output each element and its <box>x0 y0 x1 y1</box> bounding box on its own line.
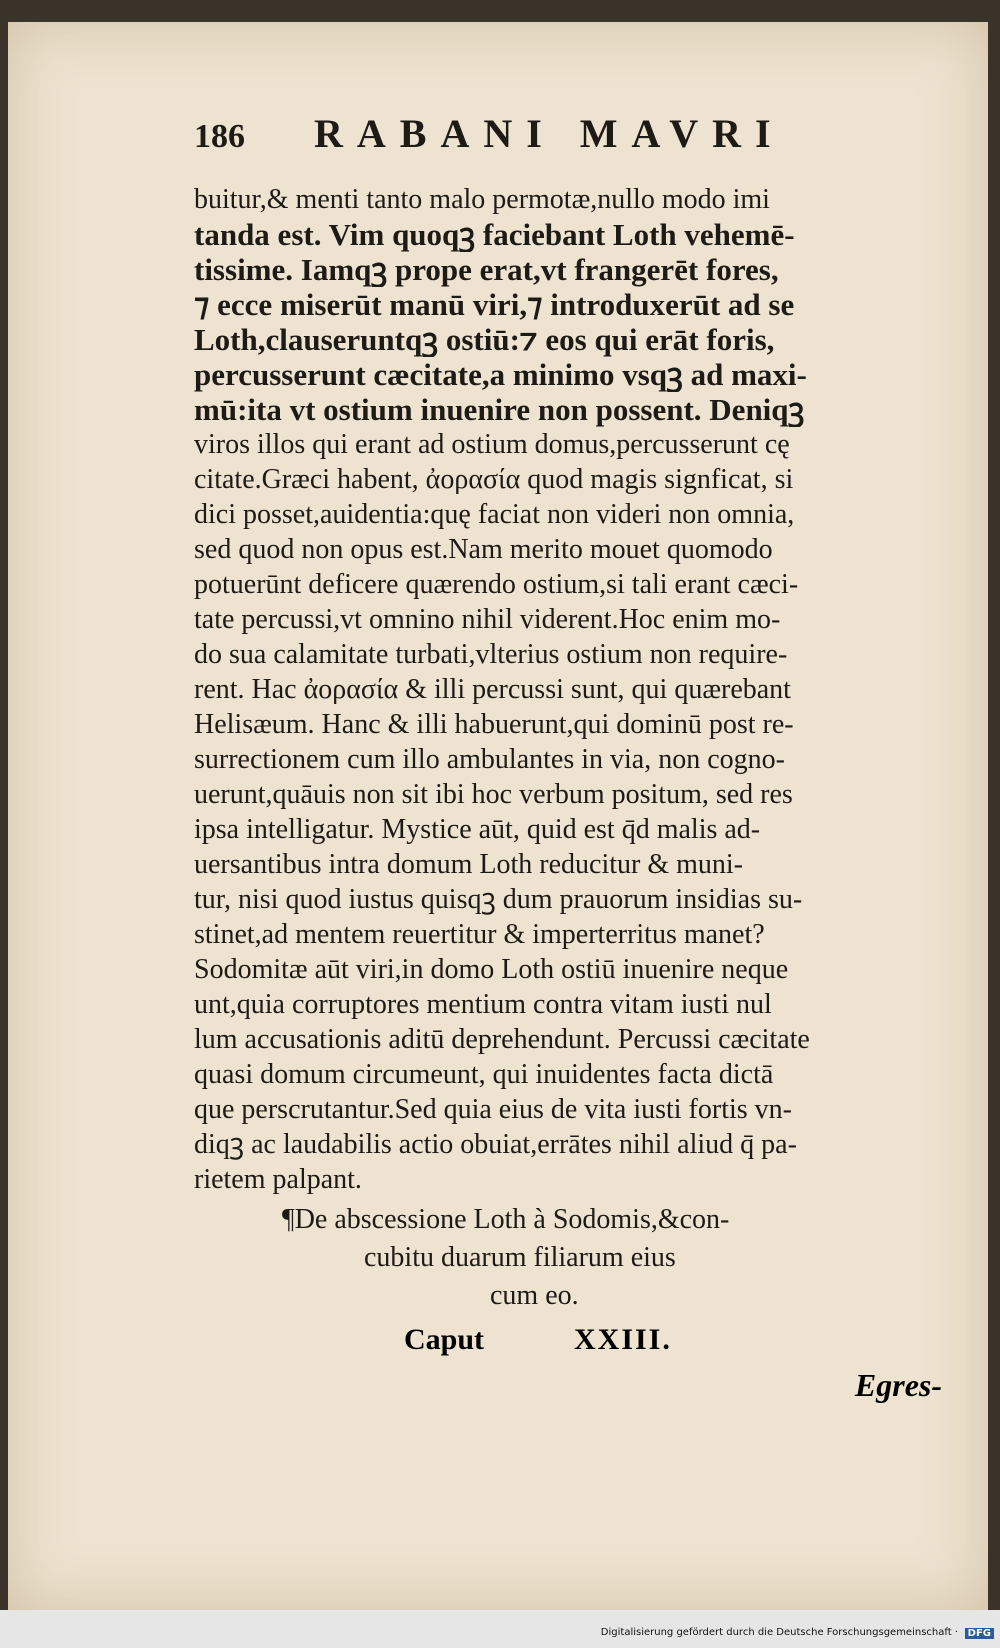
text-line: tanda est. Vim quoqꝫ faciebant Loth vehemē- <box>194 217 795 252</box>
footer-bar <box>0 1610 1000 1648</box>
text-line: Helisæum. Hanc & illi habuerunt,qui dominū post re- <box>194 709 794 740</box>
text-line: tate percussi,vt omnino nihil viderent.Hoc enim mo- <box>194 604 781 635</box>
text-line: surrectionem cum illo ambulantes in via, non cogno- <box>194 744 785 775</box>
text-line: tissime. Iamqꝫ prope erat,vt frangerēt fores, <box>194 252 779 287</box>
text-line: do sua calamitate turbati,vlterius ostium non require- <box>194 639 788 670</box>
book-page <box>8 22 988 1610</box>
text-line: mū:ita vt ostium inuenire non possent. Deniqꝫ <box>194 392 805 427</box>
text-line: quasi domum circumeunt, qui inuidentes facta dictā <box>194 1059 774 1090</box>
chapter-heading-line: cum eo. <box>490 1280 579 1311</box>
body-text <box>194 182 954 1197</box>
text-line: viros illos qui erant ad ostium domus,percusserunt cę <box>194 429 790 460</box>
text-line: percusserunt cæcitate,a minimo vsqꝫ ad maxi- <box>194 357 807 392</box>
text-line: lum accusationis aditū deprehendunt. Percussi cæcitate <box>194 1024 810 1055</box>
text-line: buitur,& menti tanto malo permotæ,nullo modo imi <box>194 184 770 215</box>
dfg-logo: DFG <box>965 1628 994 1639</box>
text-line: que perscrutantur.Sed quia eius de vita iusti fortis vn- <box>194 1094 792 1125</box>
text-line: uersantibus intra domum Loth reducitur & muni- <box>194 849 744 880</box>
catchword: Egres- <box>854 1367 942 1403</box>
text-line: rent. Hac ἀορασία & illi percussi sunt, qui quærebant <box>194 674 791 705</box>
chapter-number <box>194 1319 954 1361</box>
chapter-heading <box>194 1201 954 1315</box>
page-number: 186 <box>194 118 245 155</box>
text-line: tur, nisi quod iustus quisqꝫ dum prauorum insidias su- <box>194 884 803 915</box>
page-content <box>194 110 954 1404</box>
text-line: ⁊ ecce miserūt manū viri,⁊ introduxerūt ad se <box>194 287 795 322</box>
text-line: Sodomitæ aūt viri,in domo Loth ostiū inuenire neque <box>194 954 789 985</box>
text-line: sed quod non opus est.Nam merito mouet quomodo <box>194 534 773 565</box>
page-header <box>194 110 954 170</box>
text-line: Loth,clauseruntqꝫ ostiū:⁊ eos qui erāt foris, <box>194 322 775 357</box>
text-line: dici posset,auidentia:quę faciat non videri non omnia, <box>194 499 795 530</box>
text-line: diqꝫ ac laudabilis actio obuiat,errātes nihil aliud q̄ pa- <box>194 1129 797 1160</box>
caput-number: XXIII. <box>574 1323 672 1356</box>
text-line: unt,quia corruptores mentium contra vitam iusti nul <box>194 989 772 1020</box>
text-line: ipsa intelligatur. Mystice aūt, quid est q̄d malis ad- <box>194 814 761 845</box>
footer-credit: Digitalisierung gefördert durch die Deutsche Forschungsgemeinschaft · <box>600 1627 958 1638</box>
caput-label: Caput <box>404 1323 485 1356</box>
chapter-heading-line: ¶De abscessione Loth à Sodomis,&con- <box>282 1204 730 1235</box>
running-head: RABANI MAVRI <box>314 111 785 156</box>
text-line: potuerūnt deficere quærendo ostium,si tali erant cæci- <box>194 569 799 600</box>
text-line: rietem palpant. <box>194 1164 362 1195</box>
text-line: citate.Græci habent, ἀορασία quod magis signficat, si <box>194 464 794 495</box>
text-line: stinet,ad mentem reuertitur & imperterritus manet? <box>194 919 765 950</box>
chapter-heading-line: cubitu duarum filiarum eius <box>364 1242 676 1273</box>
text-line: uerunt,quāuis non sit ibi hoc verbum positum, sed res <box>194 779 793 810</box>
